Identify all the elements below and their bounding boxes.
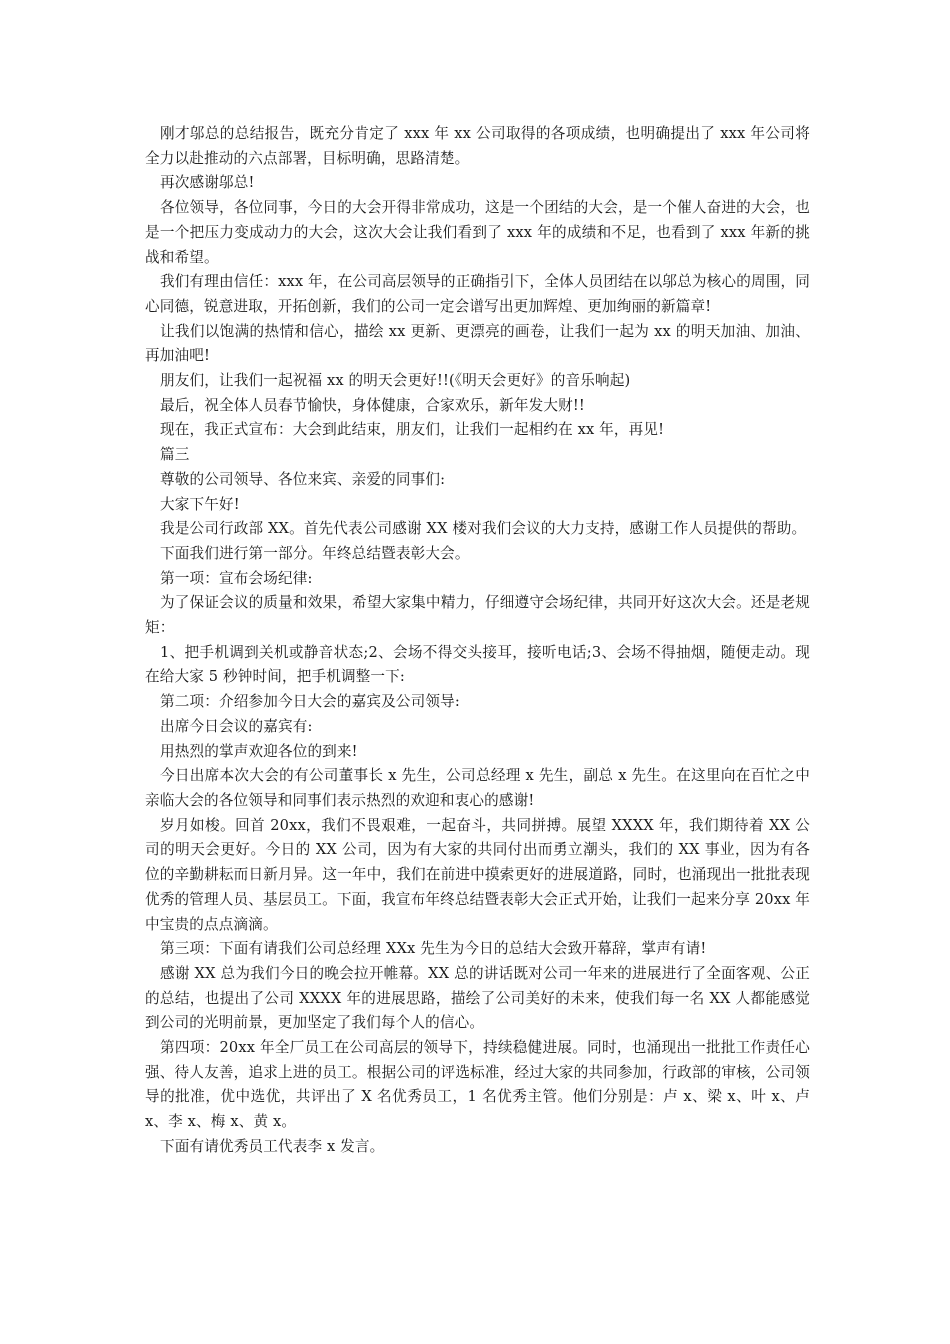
paragraph: 大家下午好! (160, 495, 240, 513)
paragraph: 朋友们，让我们一起祝福 xx 的明天会更好!!(《明天会更好》的音乐响起) (160, 372, 631, 390)
paragraph: 各位领导，各位同事，今日的大会开得非常成功，这是一个团结的大会，是一个催人奋进的大会，也是一个把压力变成动力的大会，这次大会让我们看到了 xxx 年的成绩和不足，也看到了 xxx 年新的挑战和希望。 (145, 199, 810, 266)
paragraph: 让我们以饱满的热情和信心，描绘 xx 更新、更漂亮的画卷，让我们一起为 xx 的明天加油、加油、再加油吧! (145, 322, 810, 365)
paragraph: 今日出席本次大会的有公司董事长 x 先生，公司总经理 x 先生，副总 x 先生。在这里向在百忙之中亲临大会的各位领导和同事们表示热烈的欢迎和衷心的感谢! (145, 767, 810, 809)
paragraph: 刚才邬总的总结报告，既充分肯定了 xxx 年 xx 公司取得的各项成绩，也明确提出了 xxx 年公司将全力以赴推动的六点部署，目标明确，思路清楚。 (145, 125, 810, 167)
paragraph: 用热烈的掌声欢迎各位的到来! (160, 742, 358, 760)
paragraph: 感谢 XX 总为我们今日的晚会拉开帷幕。XX 总的讲话既对公司一年来的进展进行了全面客观、公正的总结，也提出了公司 XXXX 年的进展思路，描绘了公司美好的未来，使我们每一名 XX 人都能感觉到公司的光明前景，更加坚定了我们每个人的信心。 (145, 964, 810, 1032)
paragraph: 下面有请优秀员工代表李 x 发言。 (160, 1137, 385, 1155)
paragraph: 我们有理由信任：xxx 年，在公司高层领导的正确指引下，全体人员团结在以邬总为核心的周围，同心同德，锐意进取，开拓创新，我们的公司一定会谱写出更加辉煌、更加绚丽的新篇章! (145, 273, 810, 315)
document-page (145, 122, 810, 1160)
salutation: 尊敬的公司领导、各位来宾、亲爱的同事们: (160, 470, 446, 488)
paragraph: 1、把手机调到关机或静音状态;2、会场不得交头接耳，接听电话;3、会场不得抽烟，随便走动。现在给大家 5 秒钟时间，把手机调整一下: (145, 643, 810, 686)
agenda-item: 第二项：介绍参加今日大会的嘉宾及公司领导: (160, 693, 460, 711)
paragraph: 再次感谢邬总! (160, 174, 255, 192)
paragraph: 现在，我正式宣布：大会到此结束，朋友们，让我们一起相约在 xx 年，再见! (160, 421, 665, 439)
paragraph: 为了保证会议的质量和效果，希望大家集中精力，仔细遵守会场纪律，共同开好这次大会。还是老规矩： (145, 594, 810, 637)
paragraph: 下面我们进行第一部分。年终总结暨表彰大会。 (160, 544, 470, 562)
agenda-item: 第一项：宣布会场纪律: (160, 569, 313, 587)
paragraph: 岁月如梭。回首 20xx，我们不畏艰难，一起奋斗，共同拼搏。展望 XXXX 年，我们期待着 XX 公司的明天会更好。今日的 XX 公司，因为有大家的共同付出而勇立潮头，我们的 XX 事业，因为有各位的辛勤耕耘而日新月异。这一年中，我们在前进中摸索更好的进展道路，同时，也涌现出一批批表现优秀的管理人员、基层员工。下面，我宣布年终总结暨表彰大会正式开始，让我们一起来分享 20xx 年中宝贵的点点滴滴。 (145, 816, 810, 933)
agenda-item: 第三项：下面有请我们公司总经理 XXx 先生为今日的总结大会致开幕辞，掌声有请! (160, 940, 707, 958)
section-heading: 篇三 (160, 446, 190, 464)
agenda-item: 第四项：20xx 年全厂员工在公司高层的领导下，持续稳健进展。同时，也涌现出一批批工作责任心强、待人友善，追求上进的员工。根据公司的评选标准，经过大家的共同参加，行政部的审核，公司领导的批准，优中选优，共评出了 X 名优秀员工，1 名优秀主管。他们分别是：卢 x、梁 x、叶 x、卢 x、李 x、梅 x、黄 x。 (145, 1039, 810, 1131)
paragraph: 出席今日会议的嘉宾有: (160, 717, 313, 735)
paragraph: 最后，祝全体人员春节愉快，身体健康，合家欢乐，新年发大财!! (160, 396, 585, 414)
paragraph: 我是公司行政部 XX。首先代表公司感谢 XX 楼对我们会议的大力支持，感谢工作人员提供的帮助。 (160, 520, 807, 538)
